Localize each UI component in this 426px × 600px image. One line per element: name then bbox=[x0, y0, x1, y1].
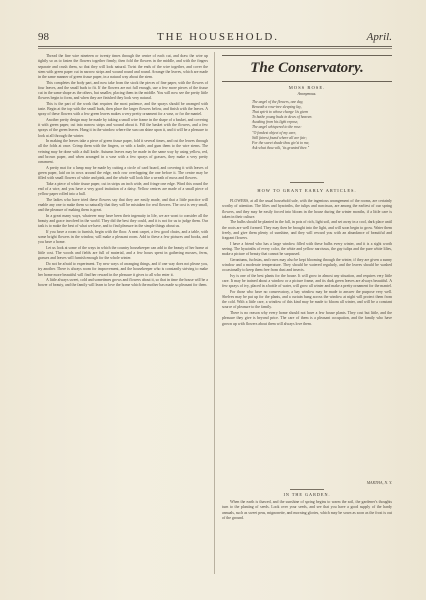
left-column bbox=[38, 54, 208, 574]
paragraph: For those who have no conservatory, a bay window may be made to answer the purpose very well. Shelves may be put up for the plants, and a curtain hung across the window at night will protect them from the cold. With a little care, a window of this kind may be made to bloom all winter, and will be a constant source of pleasure to the family. bbox=[222, 289, 392, 310]
paragraph: I have a friend who has a large window filled with these bulbs every winter, and it is a sight worth seeing. The hyacinths of every color, the white and yellow narcissus, the gay tulips and the pure white lilies, make a picture of beauty that cannot be surpassed. bbox=[222, 241, 392, 257]
poem-line: Beneath a rose-tree sleeping lay, bbox=[252, 105, 302, 110]
column-divider bbox=[214, 52, 215, 574]
section-rule bbox=[222, 55, 392, 56]
poem-title: MOSS ROSE. bbox=[288, 85, 326, 90]
paragraph: Do not be afraid to experiment. Try new ways of arranging things, and if one way does not please you, try another. There is always room for improvement, and the housekeeper who is constantly striving to make her home more beautiful will find her reward in the pleasure it gives to all who enter it. bbox=[38, 262, 208, 277]
paragraph: A pretty mat for a lamp may be made by cutting a circle of card board, and covering it with leaves of green paper, laid on in rows around the edge, each row overlapping the one before it. The centre may be filled with small flowers of white and pink, and the whole will look like a wreath of moss and flowers. bbox=[38, 165, 208, 181]
section-title: The Conservatory. bbox=[250, 60, 364, 76]
paragraph: The ladies who have tried these flowers say that they are easily made, and that a little practice will enable any one to make them so naturally that they will be mistaken for real flowers. The cost is very small, and the pleasure of making them is great. bbox=[38, 197, 208, 213]
article-signature: MARTHA, N. Y. bbox=[366, 480, 392, 485]
poem-line: The angel of the flowers, one day, bbox=[252, 100, 304, 104]
page-number: 98 bbox=[38, 31, 49, 43]
poem-line: The angel whispered to the rose: bbox=[252, 125, 302, 130]
paragraph: This completes the body part, and now take from the stock the pieces of fine paper, with the flowers of four leaves, and the small buds to fit. If the flowers are not full enough, use a few more pieces of the tissue cut in the same shape as the others, but smaller, placing them in the middle. You will now see the pretty little flowers begin to form, and when they are finished they look very natural. bbox=[38, 80, 208, 101]
section-divider bbox=[290, 489, 324, 490]
paragraph: Let us look at some of the ways in which the country housekeeper can add to the beauty of her home at little cost. The woods and fields are full of material, and a few hours spent in gathering mosses, ferns, grasses and leaves will furnish enough for the whole winter. bbox=[38, 245, 208, 261]
poem-line: That spirit to whose charge 'tis given bbox=[252, 110, 309, 115]
paragraph: Take a piece of white tissue paper, cut in strips an inch wide, and fringe one edge. Wind this round the end of a wire, and you have a very good imitation of a daisy. Yellow centres are made of a small piece of yellow paper rolled into a ball. bbox=[38, 181, 208, 197]
publication-title: THE HOUSEHOLD. bbox=[156, 31, 280, 43]
poem-line: "O fondest object of my care, bbox=[252, 130, 297, 135]
paragraph: This is the part of the work that requires the most patience, and the sprays should be arranged with taste. Begin at the top with the small buds, then place the larger flowers below, and finish with the leaves. A spray of these flowers with a few green leaves makes a very pretty ornament for a vase, or for the mantel. bbox=[38, 101, 208, 117]
poem-line: For the sweet shade thou giv'st to me, bbox=[252, 140, 310, 145]
paragraph: In making the leaves take a piece of green tissue paper, fold it several times, and cut the leaves through all the folds at once. Crimp them with the fingers, or with a knife, and gum them to the wire stems. The veining may be done with a dull knife. Autumn leaves may be made in the same way by using yellow, red, and brown paper, and when arranged in a vase with a few sprays of grasses, they make a very pretty ornament. bbox=[38, 139, 208, 165]
paragraph: A little always sweet, cold and sometimes grows and flowers about it, so that in time the house will be a bower of beauty, and the family will learn to love the home which the mother has made so pleasant for them. bbox=[38, 278, 208, 288]
running-head bbox=[38, 31, 392, 45]
section-subhead: IN THE GARDEN. bbox=[283, 492, 331, 497]
poem bbox=[252, 100, 372, 151]
garden-section-body bbox=[222, 500, 392, 576]
paragraph: Ivy is one of the best plants for the house. It will grow in almost any situation, and requires very little care. It may be trained about a window or a picture frame, and its dark green leaves are always beautiful. A few sprays of ivy, placed in a bottle of water, will grow all winter and make a pretty ornament for the mantel. bbox=[222, 273, 392, 289]
poem-line: To bathe young buds in dews of heaven. bbox=[252, 115, 313, 120]
conservatory-section bbox=[222, 55, 392, 150]
paragraph: Another pretty design may be made by taking a small wire frame in the shape of a basket, and covering it with green paper, cut into narrow strips and wound about it. Fill the basket with the flowers, and a few sprays of the green leaves. Hang it in the window where the sun can shine upon it, and it will be a pleasure to look at all through the winter. bbox=[38, 117, 208, 138]
poem-line: Awaking from his light repose, bbox=[252, 120, 299, 125]
section-divider bbox=[290, 182, 324, 183]
paragraph: When the earth is thawed, and the sunshine of spring begins to warm the soil, the gardener's thoughts turn to the planting of seeds. Look over your seeds, and see that you have a good supply of the hardy annuals, such as sweet peas, mignonette, and morning glories, which may be sown as soon as the frost is out of the ground. bbox=[222, 500, 392, 520]
paragraph: The bulbs should be planted in the fall, in pots of rich, light soil, and set away in a cool, dark place until the roots are well formed. They may then be brought into the light, and will soon begin to grow. Water them freely, and give them plenty of sunshine, and they will reward you with an abundance of beautiful and fragrant flowers. bbox=[222, 220, 392, 241]
paragraph: Thread the fine wire nineteen or twenty times through the centre of each cut, and draw the wire up tightly so as to fasten the flowers together firmly; then fold the flowers in the middle, and with the fingers separate and crush them, so that they will look natural. Twist the ends of the wire together, and cover the stem with green paper cut in narrow strips and wound round and round. Arrange the leaves, which are made in the same manner of green tissue paper, in a natural way about the stem. bbox=[38, 54, 208, 79]
header-rule bbox=[38, 46, 392, 47]
poem-line: Ask what thou wilt, 'tis granted thee." bbox=[252, 145, 310, 150]
section-rule bbox=[222, 81, 392, 82]
poem-line: Still fairest found where all are fair; bbox=[252, 135, 307, 140]
issue-month: April. bbox=[366, 31, 392, 43]
paragraph: Geraniums, fuchsias, and roses may also be kept blooming through the winter, if they are given a sunny window and a moderate temperature. They should be watered regularly, and the leaves should be washed occasionally to keep them free from dust and insects. bbox=[222, 257, 392, 273]
article-title: HOW TO GRANT EARLY ARTICLES. bbox=[257, 188, 357, 193]
paragraph: FLOWERS, at all the usual household sale, with the ingenious arrangement of the rooms, are certainly worthy of attention. The lilies and hyacinths, the tulips and narcissus, are among the earliest of our spring flowers, and they may be easily forced into bloom in the house during the winter months, if a little care is taken in their culture. bbox=[222, 199, 392, 219]
poem-author: Anonymous. bbox=[297, 92, 317, 96]
paragraph: In a great many ways, whatever may have been their ingenuity in life, we are wont to consider all the beauty and grace involved in the world. They did the best they could, and it is not for us to judge them. Our task is to make the best of what we have, and to find pleasure in the simple things about us. bbox=[38, 213, 208, 229]
paragraph: If you have a room to furnish, begin with the floor. A neat carpet, a few good chairs, and a table, with some bright flowers in the window, will make a pleasant room. Add to these a few pictures and books, and you have a home. bbox=[38, 229, 208, 245]
header-rule-secondary bbox=[38, 48, 392, 49]
article-body bbox=[222, 199, 392, 477]
paragraph: There is no reason why every home should not have a few house plants. They cost but little, and the pleasure they give is beyond price. The care of them is a pleasant occupation, and the family who have grown up with flowers about them will always love them. bbox=[222, 311, 392, 326]
